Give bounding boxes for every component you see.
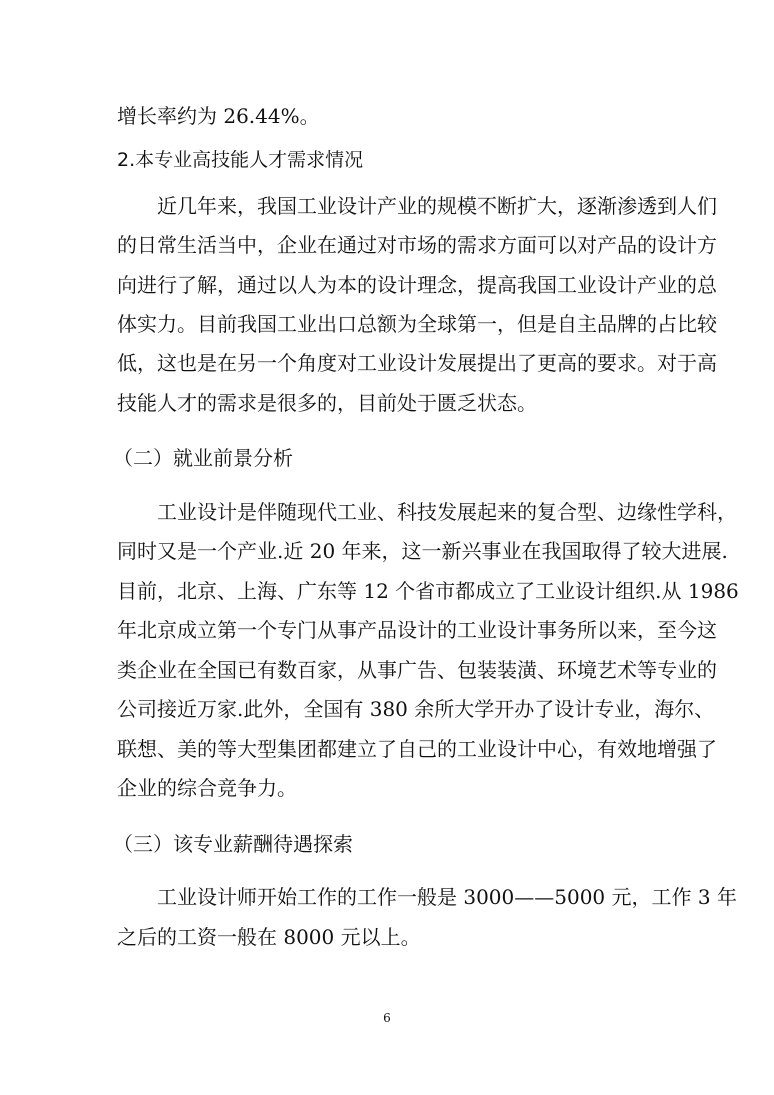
paragraph-line: 企业的综合竞争力。 (117, 776, 297, 800)
paragraph-line: 体实力。目前我国工业出口总额为全球第一，但是自主品牌的占比较 (117, 312, 717, 336)
paragraph-line: 增长率约为 26.44%。 (117, 104, 320, 128)
paragraph-line: 公司接近万家.此外，全国有 380 余所大学开办了设计专业，海尔、 (117, 697, 715, 721)
paragraph-line: 类企业在全国已有数百家，从事广告、包装装潢、环境艺术等专业的 (117, 658, 717, 682)
paragraph-line: 近几年来，我国工业设计产业的规模不断扩大，逐渐渗透到人们 (157, 194, 717, 218)
section-title: （三）该专业薪酬待遇探索 (113, 832, 353, 856)
section-title: （二）就业前景分析 (113, 446, 293, 470)
paragraph-line: 向进行了解，通过以人为本的设计理念，提高我国工业设计产业的总 (117, 273, 717, 297)
page-number: 6 (383, 1011, 391, 1025)
paragraph-line: 工业设计师开始工作的工作一般是 3000——5000 元，工作 3 年 (157, 885, 737, 909)
paragraph-line: 的日常生活当中，企业在通过对市场的需求方面可以对产品的设计方 (117, 233, 717, 257)
subsection-title: 2.本专业高技能人才需求情况 (117, 149, 364, 171)
paragraph-line: 同时又是一个产业.近 20 年来，这一新兴事业在我国取得了较大进展. (117, 539, 728, 563)
paragraph-line: 之后的工资一般在 8000 元以上。 (117, 925, 421, 949)
paragraph-line: 工业设计是伴随现代工业、科技发展起来的复合型、边缘性学科， (157, 500, 737, 524)
paragraph-line: 年北京成立第一个专门从事产品设计的工业设计事务所以来，至今这 (117, 618, 717, 642)
paragraph-line: 联想、美的等大型集团都建立了自己的工业设计中心，有效地增强了 (117, 737, 717, 761)
paragraph-line: 低，这也是在另一个角度对工业设计发展提出了更高的要求。对于高 (117, 351, 717, 375)
paragraph-line: 目前，北京、上海、广东等 12 个省市都成立了工业设计组织.从 1986 (117, 579, 739, 603)
paragraph-line: 技能人才的需求是很多的，目前处于匮乏状态。 (117, 391, 537, 415)
